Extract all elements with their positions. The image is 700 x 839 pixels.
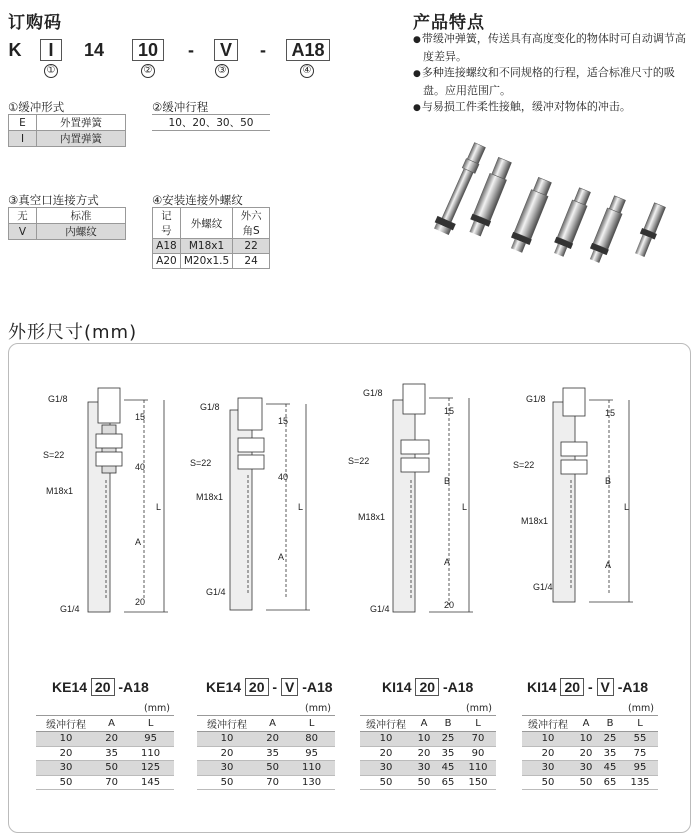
cylinder-illustration-3 [507,176,554,254]
label-g14: G1/4 [533,582,553,592]
unit-label-1: (mm) [144,703,170,714]
label-g18: G1/8 [48,394,68,404]
drawing-ki14 [393,384,473,612]
label-40: 40 [278,472,289,482]
code-part-thread: A18 [286,39,330,61]
label-15: 15 [444,406,455,416]
dim-table-2: 缓冲行程 A L 10 20 80 20 35 95 30 50 110 50 70 130 [197,715,335,790]
model-title-3: KI14 20 -A18 [382,679,474,695]
label-40: 40 [135,462,146,472]
spec3-table: 无 标准 V 内螺纹 [8,207,126,240]
spec1-title: ①缓冲形式 [8,100,65,114]
cylinder-illustration-5 [586,195,628,265]
circled-2: ② [141,64,155,78]
code-part-stroke: 10 [132,39,164,61]
unit-label-4: (mm) [628,703,654,714]
code-part-port: V [214,39,238,61]
features-list [413,31,695,117]
label-b: B [444,476,451,486]
feature-item: ● 与易损工件柔性接触，缓冲对物体的冲击。 [413,99,695,117]
label-15: 15 [605,408,616,418]
label-s22: S=22 [190,458,212,468]
code-part-k: K [8,40,22,60]
label-l: L [156,502,162,512]
circled-4: ④ [300,64,314,78]
code-part-type: I [40,39,62,61]
code-part-size: 14 [83,40,105,60]
dim-table-1: 缓冲行程 A L 10 20 95 20 35 110 30 50 125 50 70 145 [36,715,174,790]
model-title-4: KI14 20 - V -A18 [527,679,649,695]
label-15: 15 [278,416,289,426]
label-g18: G1/8 [363,388,383,398]
order-code-title: 订购码 [8,13,62,33]
dimensions-title: 外形尺寸(mm) [8,322,138,343]
circled-3: ③ [215,64,229,78]
label-m18: M18x1 [46,486,74,496]
label-l: L [298,502,304,512]
spec2-table: 10、20、30、50 [152,114,270,131]
features-title: 产品特点 [413,13,485,33]
code-dash-2: - [260,40,266,60]
label-20: 20 [444,600,455,610]
label-g18: G1/8 [526,394,546,404]
label-20: 20 [135,597,146,607]
label-s22: S=22 [513,460,535,470]
feature-item: ● 多种连接螺纹和不同规格的行程，适合标准尺寸的吸盘。应用范围广。 [413,65,695,99]
label-m18: M18x1 [521,516,549,526]
label-g14: G1/4 [60,604,80,614]
cylinder-illustration-4 [550,187,593,259]
label-s22: S=22 [43,450,65,460]
label-l: L [624,502,630,512]
label-m18: M18x1 [196,492,224,502]
spec4-table: 记号 外螺纹 外六角S A18 M18x1 22 A20 M20x1.5 24 [152,207,270,269]
label-l: L [462,502,468,512]
model-title-1: KE14 20 -A18 [52,679,149,695]
label-m18: M18x1 [358,512,386,522]
spec4-title: ④安装连接外螺纹 [152,193,243,207]
drawing-ke14 [88,388,168,612]
spec1-table: E 外置弹簧 I 内置弹簧 [8,114,126,147]
label-a: A [605,560,612,570]
label-g14: G1/4 [206,587,226,597]
label-s22: S=22 [348,456,370,466]
feature-item: ● 带缓冲弹簧，传送具有高度变化的物体时可自动调节高度差异。 [413,31,695,65]
spec3-title: ③真空口连接方式 [8,193,99,207]
dim-table-3: 缓冲行程 A B L 10 10 25 70 20 20 35 90 30 30 45 110 50 50 65 150 [360,715,496,790]
spec2-title: ②缓冲行程 [152,100,209,114]
cylinder-illustration-6 [632,202,667,258]
label-g18: G1/8 [200,402,220,412]
unit-label-2: (mm) [305,703,331,714]
model-title-2: KE14 20 - V -A18 [206,679,333,695]
code-dash-1: - [188,40,194,60]
drawing-ki14-v [553,388,633,602]
product-photo [405,140,695,280]
circled-1: ① [44,64,58,78]
label-g14: G1/4 [370,604,390,614]
technical-drawings [8,380,691,640]
label-15: 15 [135,412,146,422]
label-a: A [278,552,285,562]
label-b: B [605,476,612,486]
label-a: A [135,537,142,547]
unit-label-3: (mm) [466,703,492,714]
label-a: A [444,557,451,567]
dim-table-4: 缓冲行程 A B L 10 10 25 55 20 20 35 75 30 30 45 95 50 50 65 135 [522,715,658,790]
